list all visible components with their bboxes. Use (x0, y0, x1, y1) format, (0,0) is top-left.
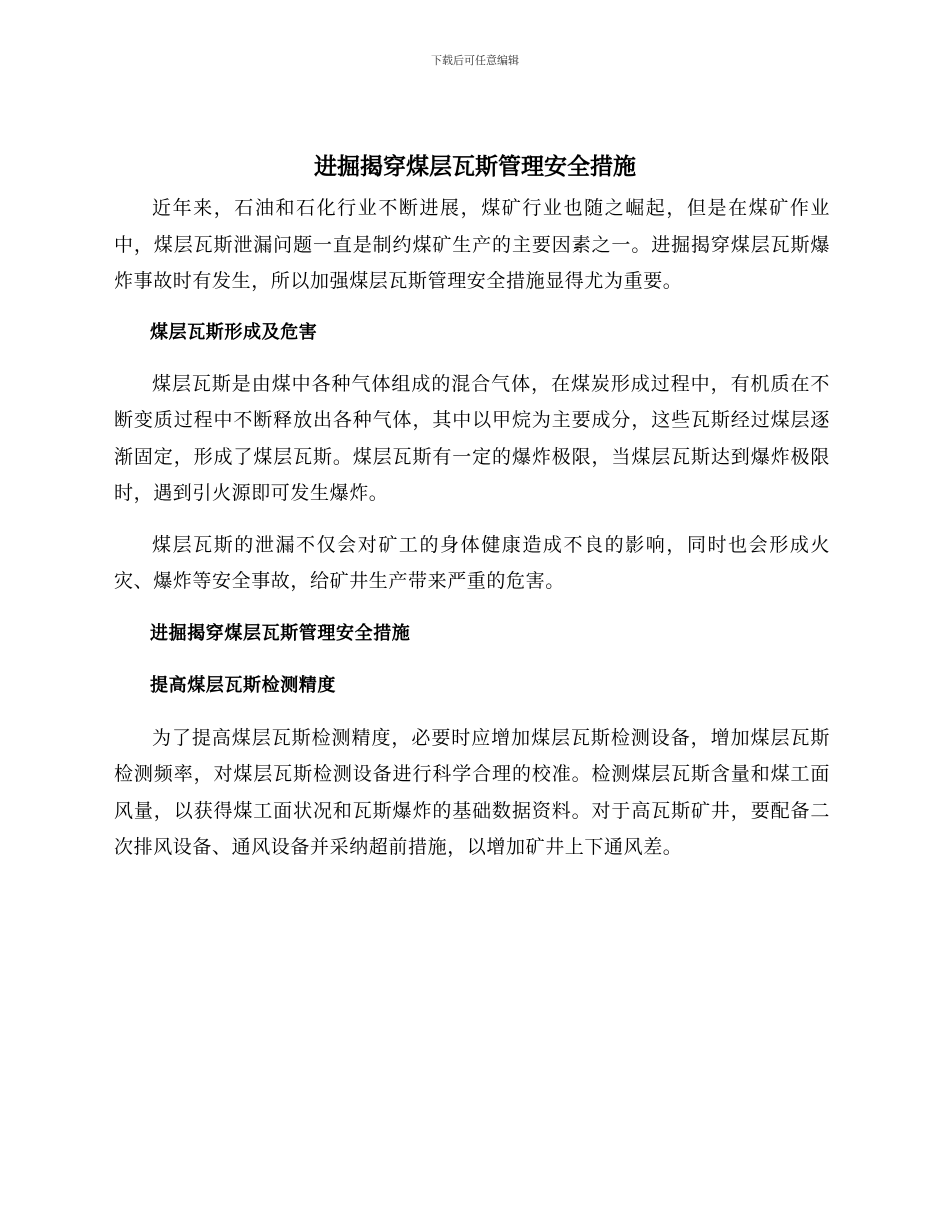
section-heading-formation: 煤层瓦斯形成及危害 (150, 321, 318, 343)
detection-paragraph: 为了提高煤层瓦斯检测精度，必要时应增加煤层瓦斯检测设备，增加煤层瓦斯检测频率，对煤层瓦斯检测设备进行科学合理的校准。检测煤层瓦斯含量和煤工面风量，以获得煤工面状况和瓦斯爆炸的基础数据资料。对于高瓦斯矿井，要配备二次排风设备、通风设备并采纳超前措施，以增加矿井上下通风差。 (114, 726, 830, 858)
page-header-note: 下载后可任意编辑 (431, 54, 519, 67)
document-title: 进掘揭穿煤层瓦斯管理安全措施 (314, 154, 636, 180)
section-heading-measures: 进掘揭穿煤层瓦斯管理安全措施 (150, 622, 411, 644)
formation-paragraph: 煤层瓦斯是由煤中各种气体组成的混合气体，在煤炭形成过程中，有机质在不断变质过程中不断释放出各种气体，其中以甲烷为主要成分，这些瓦斯经过煤层逐渐固定，形成了煤层瓦斯。煤层瓦斯有一定的爆炸极限，当煤层瓦斯达到爆炸极限时，遇到引火源即可发生爆炸。 (114, 372, 830, 504)
document-body (114, 190, 830, 866)
intro-paragraph: 近年来，石油和石化行业不断进展，煤矿行业也随之崛起，但是在煤矿作业中，煤层瓦斯泄漏问题一直是制约煤矿生产的主要因素之一。进掘揭穿煤层瓦斯爆炸事故时有发生，所以加强煤层瓦斯管理安全措施显得尤为重要。 (114, 197, 830, 292)
subheading-detection: 提高煤层瓦斯检测精度 (150, 674, 336, 696)
hazard-paragraph: 煤层瓦斯的泄漏不仅会对矿工的身体健康造成不良的影响，同时也会形成火灾、爆炸等安全事故，给矿井生产带来严重的危害。 (114, 533, 830, 592)
